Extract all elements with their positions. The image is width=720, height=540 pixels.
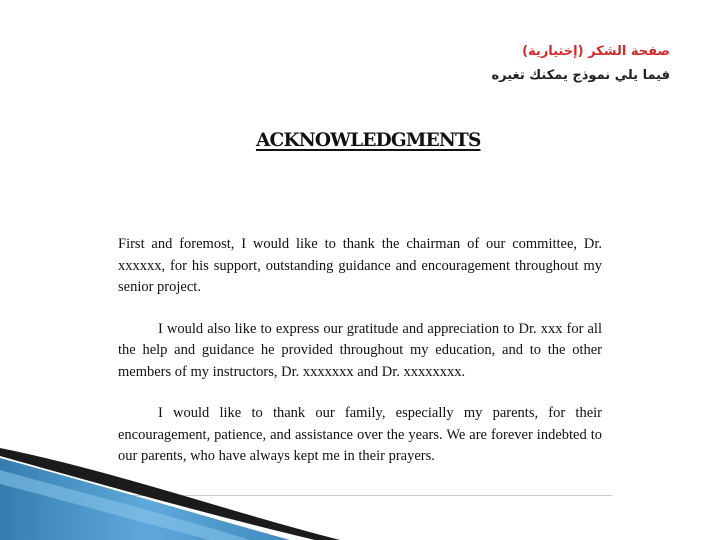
paragraph-3: I would like to thank our family, especially my parents, for their encouragement, patience, and assistance over the years. We are forever indebted to our parents, who have always kept me in their prayers.: [118, 405, 602, 464]
paragraph-2: I would also like to express our gratitude and appreciation to Dr. xxx for all the help and guidance he provided throughout my education, and to the other members of my instructors, Dr. xxxxxxx and Dr. xxxxxxxx.: [118, 320, 602, 380]
slide-title: صفحة الشكر (إختيارية): [522, 44, 670, 59]
paragraph-1: First and foremost, I would like to thank the chairman of our committee, Dr. xxxxxx, for his support, outstanding guidance and encouragement throughout my senior project.: [118, 236, 602, 295]
decorative-swoosh: [0, 440, 720, 540]
document-heading: ACKNOWLEDGMENTS: [256, 130, 481, 151]
slide-subtitle: فيما يلي نموذج يمكنك تغيره: [491, 68, 670, 83]
document-image: [106, 110, 612, 496]
slide-header: [270, 40, 670, 88]
